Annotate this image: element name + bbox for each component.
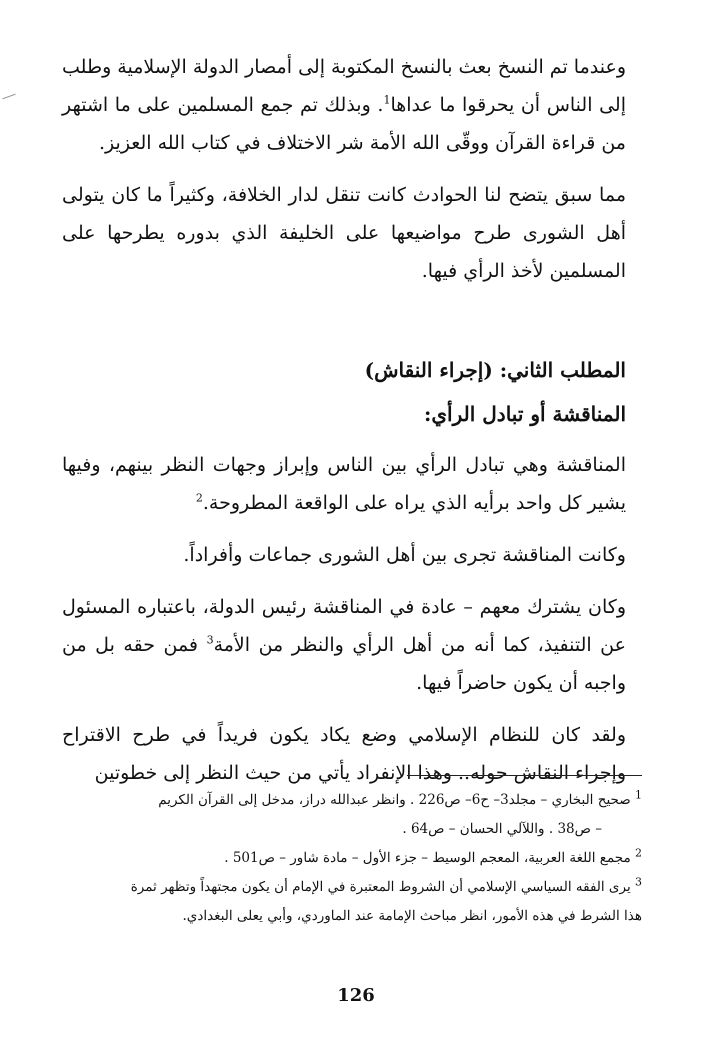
footnote-3 (62, 873, 642, 931)
footnote-3-number: 3 (635, 875, 642, 889)
paragraph-1-continuation: . وبذلك تم جمع المسلمين على ما اشتهر من قراءة القرآن ووقّى الله الأمة شر الاختلاف في كتاب الله العزيز. (62, 94, 626, 154)
paragraph-5-text: وكان يشترك معهم – عادة في المناقشة رئيس الدولة، باعتباره المسئول عن التنفيذ، كما أنه من أهل الرأي والنظر من الأمة (62, 596, 626, 656)
footnote-ref-2: 2 (195, 491, 203, 505)
footnote-3-line-2: هذا الشرط في هذه الأمور، انظر مباحث الإمامة عند الماوردي، وأبي يعلى البغدادي. (182, 908, 642, 924)
paragraph-3 (62, 446, 626, 522)
paragraph-1-text: وعندما تم النسخ بعث بالنسخ المكتوبة إلى أمصار الدولة الإسلامية وطلب إلى الناس أن يحرقوا ما عداها (62, 56, 627, 116)
page-number: 126 (337, 985, 375, 1006)
paragraph-1 (62, 48, 626, 162)
footnote-2 (62, 844, 642, 873)
footnote-1-line-1: صحيح البخاري – مجلد3– ح6– ص226 . وانظر عبدالله دراز، مدخل إلى القرآن الكريم (158, 792, 631, 808)
footnote-2-number: 2 (635, 846, 642, 860)
footnote-1 (62, 786, 642, 844)
footnote-3-line-1: يرى الفقه السياسي الإسلامي أن الشروط المعتبرة في الإمام أن يكون مجتهداً وتظهر ثمرة (130, 879, 631, 895)
paragraph-6: ولقد كان للنظام الإسلامي وضع يكاد يكون فريداً في طرح الاقتراح وإجراء النقاش حوله.. وهذا الإنفراد يأتي من حيث النظر إلى خطوتين (62, 724, 626, 784)
margin-mark (2, 94, 15, 100)
footnote-separator (407, 775, 642, 776)
main-text (62, 48, 626, 792)
paragraph-3-text: المناقشة وهي تبادل الرأي بين الناس وإبراز وجهات النظر بينهم، وفيها يشير كل واحد برأيه الذي يراه على الواقعة المطروحة. (62, 454, 626, 514)
footnote-1-number: 1 (635, 788, 642, 802)
paragraph-5 (62, 588, 626, 702)
footnote-ref-3: 3 (206, 633, 214, 647)
footnotes (62, 775, 642, 931)
paragraph-4: وكانت المناقشة تجرى بين أهل الشورى جماعات وأفراداً. (183, 544, 626, 566)
paragraph-2: مما سبق يتضح لنا الحوادث كانت تنقل لدار الخلافة، وكثيراً ما كان يتولى أهل الشورى طرح مواضيعها على الخليفة الذي بدوره يطرحها على المسلمين لأخذ الرأي فيها. (62, 184, 626, 282)
footnote-1-line-2: – ص38 . واللآلي الحسان – ص64 . (402, 821, 602, 837)
footnote-ref-1: 1 (383, 93, 391, 107)
section-heading: المطلب الثاني: (إجراء النقاش) (364, 358, 626, 382)
subsection-heading: المناقشة أو تبادل الرأي: (424, 402, 626, 426)
footnote-2-line-1: مجمع اللغة العربية، المعجم الوسيط – جزء الأول – مادة شاور – ص501 . (224, 850, 631, 866)
paragraph-5-continuation: فمن حقه بل من واجبه أن يكون حاضراً فيها. (62, 634, 626, 694)
